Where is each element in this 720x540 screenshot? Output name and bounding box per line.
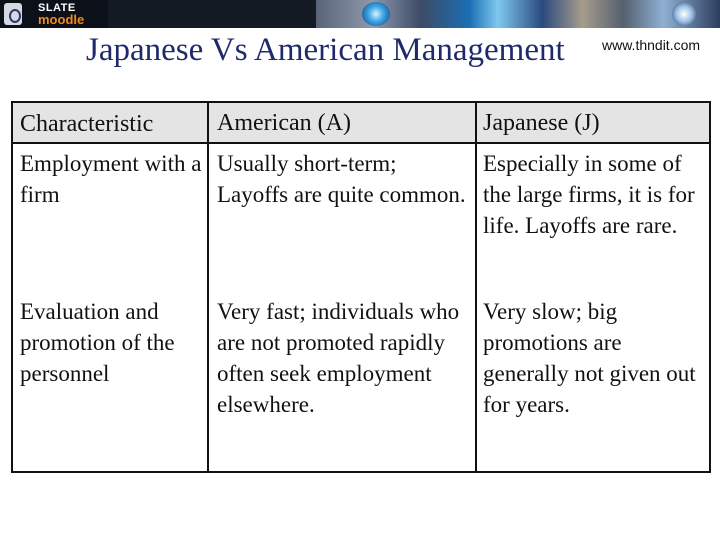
slide-title: Japanese Vs American Management: [86, 32, 565, 68]
header-japanese: Japanese (J): [483, 110, 600, 136]
crest-icon: [4, 3, 22, 25]
header-american: American (A): [217, 110, 351, 136]
header-characteristic: Characteristic: [20, 111, 154, 137]
column-divider: [207, 103, 209, 471]
row2-characteristic: Evaluation and promotion of the personnel: [20, 299, 175, 386]
column-divider: [475, 103, 477, 471]
row2-japanese: Very slow; big promotions are generally not given out for years.: [483, 299, 696, 417]
row1-characteristic: Employment with a firm: [20, 151, 202, 207]
logo-moodle-text: moodle: [38, 12, 85, 27]
comparison-table: [11, 101, 711, 473]
header-divider: [13, 142, 709, 144]
slate-moodle-logo: [0, 0, 108, 28]
globe-icon-right: [672, 2, 696, 26]
row2-american: Very fast; individuals who are not promoted rapidly often seek employment elsewhere.: [217, 299, 460, 417]
logo-slate-text: SLATE: [38, 2, 76, 14]
globe-icon: [362, 2, 390, 26]
row1-japanese: Especially in some of the large firms, it is for life. Layoffs are rare.: [483, 151, 695, 238]
top-banner: [0, 0, 720, 28]
watermark-url: www.thndit.com: [602, 37, 701, 53]
row1-american: Usually short-term; Layoffs are quite common.: [217, 151, 466, 207]
